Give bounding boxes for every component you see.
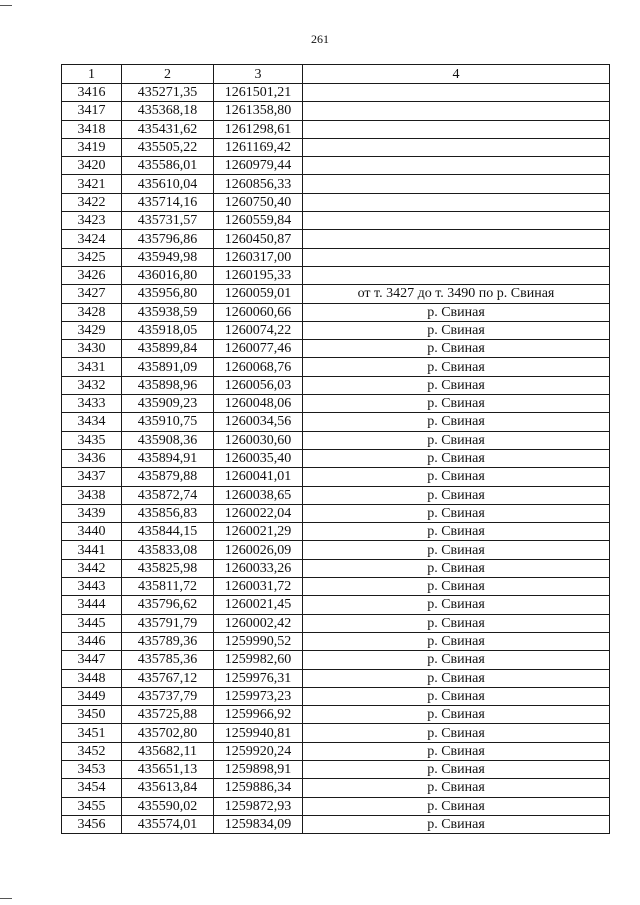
cell-description: р. Свиная xyxy=(303,760,610,778)
cell-x-coordinate: 435725,88 xyxy=(122,706,214,724)
table-row xyxy=(62,559,610,577)
cell-x-coordinate: 435271,35 xyxy=(122,84,214,102)
table-row xyxy=(62,742,610,760)
column-header-description: 4 xyxy=(303,65,610,84)
table-row xyxy=(62,797,610,815)
cell-description xyxy=(303,120,610,138)
cell-description xyxy=(303,138,610,156)
cell-y-coordinate: 1259966,92 xyxy=(214,706,303,724)
cell-point-number: 3443 xyxy=(62,578,122,596)
column-header-y: 3 xyxy=(214,65,303,84)
table-row xyxy=(62,651,610,669)
table-row xyxy=(62,120,610,138)
table-row xyxy=(62,687,610,705)
table-row xyxy=(62,431,610,449)
cell-x-coordinate: 435796,62 xyxy=(122,596,214,614)
table-row xyxy=(62,102,610,120)
cell-x-coordinate: 435833,08 xyxy=(122,541,214,559)
cell-point-number: 3429 xyxy=(62,321,122,339)
cell-description: р. Свиная xyxy=(303,578,610,596)
table-row xyxy=(62,632,610,650)
cell-description: р. Свиная xyxy=(303,742,610,760)
cell-description: р. Свиная xyxy=(303,614,610,632)
cell-y-coordinate: 1259990,52 xyxy=(214,632,303,650)
cell-description: р. Свиная xyxy=(303,504,610,522)
cell-x-coordinate: 435856,83 xyxy=(122,504,214,522)
cell-description: р. Свиная xyxy=(303,687,610,705)
cell-x-coordinate: 435908,36 xyxy=(122,431,214,449)
cell-description xyxy=(303,193,610,211)
cell-description: р. Свиная xyxy=(303,449,610,467)
cell-x-coordinate: 435899,84 xyxy=(122,340,214,358)
cell-point-number: 3438 xyxy=(62,486,122,504)
cell-y-coordinate: 1260056,03 xyxy=(214,376,303,394)
cell-point-number: 3435 xyxy=(62,431,122,449)
cell-x-coordinate: 435825,98 xyxy=(122,559,214,577)
table-row xyxy=(62,138,610,156)
cell-y-coordinate: 1259940,81 xyxy=(214,724,303,742)
cell-point-number: 3440 xyxy=(62,523,122,541)
table-row xyxy=(62,340,610,358)
cell-point-number: 3424 xyxy=(62,230,122,248)
cell-description: р. Свиная xyxy=(303,559,610,577)
cell-point-number: 3425 xyxy=(62,248,122,266)
cell-x-coordinate: 435368,18 xyxy=(122,102,214,120)
cell-x-coordinate: 435879,88 xyxy=(122,468,214,486)
table-row xyxy=(62,358,610,376)
table-row xyxy=(62,541,610,559)
cell-x-coordinate: 435872,74 xyxy=(122,486,214,504)
table-row xyxy=(62,449,610,467)
scan-edge-mark xyxy=(0,898,12,899)
table-row xyxy=(62,669,610,687)
cell-point-number: 3430 xyxy=(62,340,122,358)
cell-point-number: 3452 xyxy=(62,742,122,760)
cell-x-coordinate: 435789,36 xyxy=(122,632,214,650)
table-row xyxy=(62,157,610,175)
cell-description: р. Свиная xyxy=(303,706,610,724)
cell-x-coordinate: 435586,01 xyxy=(122,157,214,175)
cell-description: р. Свиная xyxy=(303,486,610,504)
cell-point-number: 3431 xyxy=(62,358,122,376)
cell-point-number: 3448 xyxy=(62,669,122,687)
cell-x-coordinate: 435894,91 xyxy=(122,449,214,467)
cell-x-coordinate: 435918,05 xyxy=(122,321,214,339)
cell-y-coordinate: 1260068,76 xyxy=(214,358,303,376)
cell-y-coordinate: 1259976,31 xyxy=(214,669,303,687)
cell-y-coordinate: 1260195,33 xyxy=(214,266,303,284)
cell-description xyxy=(303,212,610,230)
table-row xyxy=(62,248,610,266)
cell-point-number: 3421 xyxy=(62,175,122,193)
cell-description xyxy=(303,157,610,175)
cell-y-coordinate: 1259898,91 xyxy=(214,760,303,778)
table-row xyxy=(62,395,610,413)
cell-point-number: 3444 xyxy=(62,596,122,614)
cell-x-coordinate: 435714,16 xyxy=(122,193,214,211)
cell-y-coordinate: 1260026,09 xyxy=(214,541,303,559)
cell-y-coordinate: 1260450,87 xyxy=(214,230,303,248)
scan-edge-mark xyxy=(0,5,12,6)
cell-point-number: 3455 xyxy=(62,797,122,815)
cell-point-number: 3445 xyxy=(62,614,122,632)
cell-description: р. Свиная xyxy=(303,724,610,742)
cell-point-number: 3436 xyxy=(62,449,122,467)
coordinates-table xyxy=(61,64,610,834)
table-row xyxy=(62,266,610,284)
table-row xyxy=(62,212,610,230)
cell-description: р. Свиная xyxy=(303,303,610,321)
cell-y-coordinate: 1260033,26 xyxy=(214,559,303,577)
table-row xyxy=(62,285,610,303)
cell-point-number: 3454 xyxy=(62,779,122,797)
cell-point-number: 3451 xyxy=(62,724,122,742)
cell-y-coordinate: 1260034,56 xyxy=(214,413,303,431)
cell-point-number: 3418 xyxy=(62,120,122,138)
cell-description: р. Свиная xyxy=(303,815,610,833)
cell-x-coordinate: 435610,04 xyxy=(122,175,214,193)
cell-point-number: 3450 xyxy=(62,706,122,724)
table-row xyxy=(62,523,610,541)
cell-y-coordinate: 1260038,65 xyxy=(214,486,303,504)
cell-description: р. Свиная xyxy=(303,395,610,413)
cell-y-coordinate: 1260750,40 xyxy=(214,193,303,211)
cell-y-coordinate: 1260048,06 xyxy=(214,395,303,413)
cell-description: р. Свиная xyxy=(303,321,610,339)
cell-x-coordinate: 435731,57 xyxy=(122,212,214,230)
cell-point-number: 3417 xyxy=(62,102,122,120)
table-row xyxy=(62,84,610,102)
cell-y-coordinate: 1260041,01 xyxy=(214,468,303,486)
table-row xyxy=(62,321,610,339)
cell-x-coordinate: 435682,11 xyxy=(122,742,214,760)
cell-description xyxy=(303,84,610,102)
cell-y-coordinate: 1261169,42 xyxy=(214,138,303,156)
cell-point-number: 3441 xyxy=(62,541,122,559)
cell-description: р. Свиная xyxy=(303,596,610,614)
cell-description: р. Свиная xyxy=(303,376,610,394)
cell-point-number: 3446 xyxy=(62,632,122,650)
cell-x-coordinate: 435767,12 xyxy=(122,669,214,687)
table-row xyxy=(62,760,610,778)
cell-y-coordinate: 1261298,61 xyxy=(214,120,303,138)
table-row xyxy=(62,706,610,724)
cell-description: р. Свиная xyxy=(303,358,610,376)
cell-description: р. Свиная xyxy=(303,468,610,486)
page-number: 261 xyxy=(311,32,329,46)
column-header-point: 1 xyxy=(62,65,122,84)
cell-point-number: 3416 xyxy=(62,84,122,102)
cell-y-coordinate: 1260559,84 xyxy=(214,212,303,230)
cell-y-coordinate: 1260021,45 xyxy=(214,596,303,614)
cell-x-coordinate: 435574,01 xyxy=(122,815,214,833)
cell-x-coordinate: 435844,15 xyxy=(122,523,214,541)
cell-y-coordinate: 1260022,04 xyxy=(214,504,303,522)
cell-point-number: 3434 xyxy=(62,413,122,431)
table-header-row xyxy=(62,65,610,84)
cell-point-number: 3422 xyxy=(62,193,122,211)
table-row xyxy=(62,614,610,632)
cell-point-number: 3428 xyxy=(62,303,122,321)
cell-point-number: 3447 xyxy=(62,651,122,669)
cell-point-number: 3449 xyxy=(62,687,122,705)
cell-y-coordinate: 1259920,24 xyxy=(214,742,303,760)
cell-point-number: 3439 xyxy=(62,504,122,522)
cell-point-number: 3419 xyxy=(62,138,122,156)
cell-point-number: 3442 xyxy=(62,559,122,577)
cell-description: р. Свиная xyxy=(303,431,610,449)
table-row xyxy=(62,376,610,394)
cell-description: р. Свиная xyxy=(303,413,610,431)
cell-description: р. Свиная xyxy=(303,797,610,815)
table-row xyxy=(62,303,610,321)
cell-description xyxy=(303,248,610,266)
cell-y-coordinate: 1260035,40 xyxy=(214,449,303,467)
table-row xyxy=(62,468,610,486)
cell-description xyxy=(303,175,610,193)
table-row xyxy=(62,504,610,522)
table-row xyxy=(62,578,610,596)
cell-y-coordinate: 1260979,44 xyxy=(214,157,303,175)
table-row xyxy=(62,724,610,742)
cell-description: р. Свиная xyxy=(303,669,610,687)
cell-y-coordinate: 1260317,00 xyxy=(214,248,303,266)
cell-y-coordinate: 1260060,66 xyxy=(214,303,303,321)
table-body xyxy=(62,65,610,834)
cell-description: р. Свиная xyxy=(303,523,610,541)
cell-point-number: 3427 xyxy=(62,285,122,303)
cell-point-number: 3437 xyxy=(62,468,122,486)
cell-y-coordinate: 1260074,22 xyxy=(214,321,303,339)
cell-x-coordinate: 435505,22 xyxy=(122,138,214,156)
cell-description: р. Свиная xyxy=(303,541,610,559)
table-row xyxy=(62,596,610,614)
cell-point-number: 3433 xyxy=(62,395,122,413)
table-row xyxy=(62,413,610,431)
cell-x-coordinate: 435737,79 xyxy=(122,687,214,705)
cell-y-coordinate: 1259886,34 xyxy=(214,779,303,797)
cell-x-coordinate: 435910,75 xyxy=(122,413,214,431)
cell-x-coordinate: 435613,84 xyxy=(122,779,214,797)
cell-x-coordinate: 435590,02 xyxy=(122,797,214,815)
cell-y-coordinate: 1259834,09 xyxy=(214,815,303,833)
cell-x-coordinate: 435785,36 xyxy=(122,651,214,669)
cell-description: от т. 3427 до т. 3490 по р. Свиная xyxy=(303,285,610,303)
cell-y-coordinate: 1260002,42 xyxy=(214,614,303,632)
cell-y-coordinate: 1260856,33 xyxy=(214,175,303,193)
cell-x-coordinate: 435898,96 xyxy=(122,376,214,394)
cell-description: р. Свиная xyxy=(303,340,610,358)
cell-y-coordinate: 1261358,80 xyxy=(214,102,303,120)
cell-x-coordinate: 435891,09 xyxy=(122,358,214,376)
cell-x-coordinate: 435909,23 xyxy=(122,395,214,413)
cell-description xyxy=(303,102,610,120)
cell-description: р. Свиная xyxy=(303,632,610,650)
cell-point-number: 3456 xyxy=(62,815,122,833)
cell-x-coordinate: 436016,80 xyxy=(122,266,214,284)
cell-x-coordinate: 435956,80 xyxy=(122,285,214,303)
cell-point-number: 3453 xyxy=(62,760,122,778)
table-row xyxy=(62,175,610,193)
cell-point-number: 3423 xyxy=(62,212,122,230)
cell-y-coordinate: 1260030,60 xyxy=(214,431,303,449)
table-row xyxy=(62,815,610,833)
cell-x-coordinate: 435651,13 xyxy=(122,760,214,778)
table-row xyxy=(62,486,610,504)
cell-y-coordinate: 1260059,01 xyxy=(214,285,303,303)
cell-point-number: 3432 xyxy=(62,376,122,394)
cell-y-coordinate: 1260031,72 xyxy=(214,578,303,596)
cell-y-coordinate: 1260021,29 xyxy=(214,523,303,541)
cell-y-coordinate: 1261501,21 xyxy=(214,84,303,102)
cell-description xyxy=(303,230,610,248)
cell-x-coordinate: 435811,72 xyxy=(122,578,214,596)
column-header-x: 2 xyxy=(122,65,214,84)
cell-y-coordinate: 1259973,23 xyxy=(214,687,303,705)
cell-x-coordinate: 435796,86 xyxy=(122,230,214,248)
cell-point-number: 3420 xyxy=(62,157,122,175)
table-row xyxy=(62,193,610,211)
table-row xyxy=(62,230,610,248)
cell-description: р. Свиная xyxy=(303,651,610,669)
cell-description: р. Свиная xyxy=(303,779,610,797)
cell-x-coordinate: 435431,62 xyxy=(122,120,214,138)
cell-x-coordinate: 435949,98 xyxy=(122,248,214,266)
cell-y-coordinate: 1259982,60 xyxy=(214,651,303,669)
cell-x-coordinate: 435702,80 xyxy=(122,724,214,742)
cell-x-coordinate: 435791,79 xyxy=(122,614,214,632)
cell-x-coordinate: 435938,59 xyxy=(122,303,214,321)
cell-y-coordinate: 1259872,93 xyxy=(214,797,303,815)
cell-point-number: 3426 xyxy=(62,266,122,284)
table-row xyxy=(62,779,610,797)
cell-y-coordinate: 1260077,46 xyxy=(214,340,303,358)
cell-description xyxy=(303,266,610,284)
